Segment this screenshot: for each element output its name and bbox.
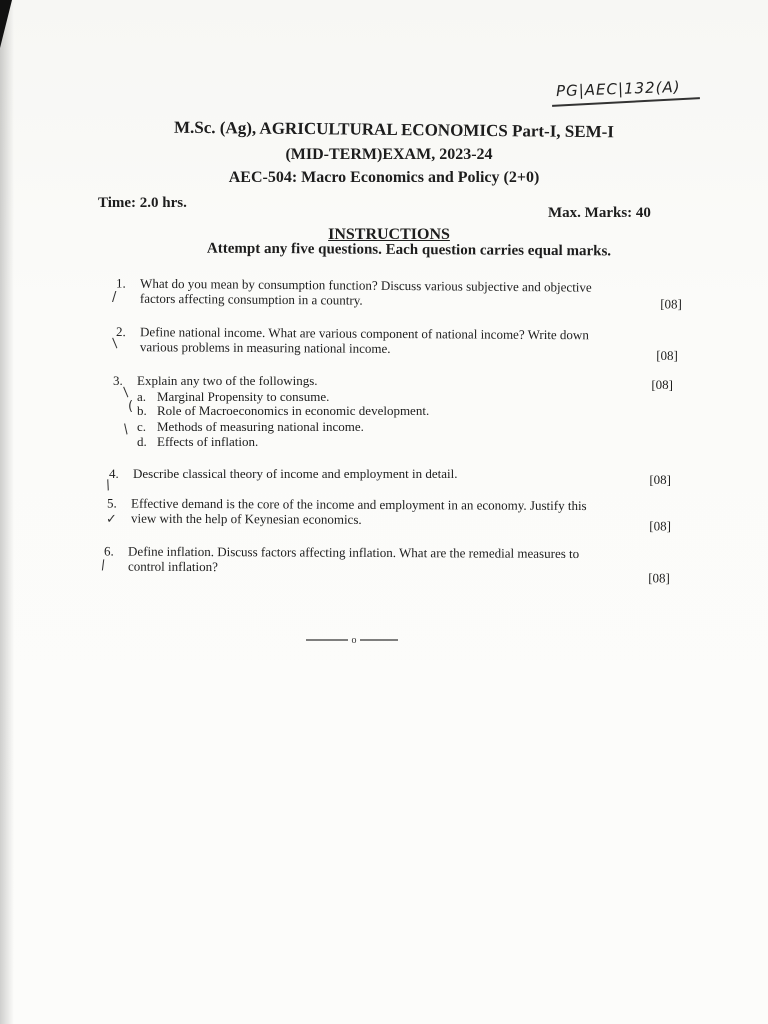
check-mark: ✓ — [106, 512, 117, 527]
question-number: 4. — [109, 466, 119, 481]
question-number: 1. — [116, 275, 126, 291]
max-marks: Max. Marks: 40 — [548, 205, 651, 221]
question-line: control inflation? — [127, 558, 218, 575]
sub-letter: d. — [137, 434, 147, 449]
instructions-title: INSTRUCTIONS — [328, 226, 450, 243]
question-6 — [104, 543, 670, 586]
sub-text: Methods of measuring national income. — [157, 419, 364, 434]
question-line: factors affecting consumption in a country. — [139, 290, 363, 308]
question-1 — [116, 276, 682, 315]
question-marks: [08] — [648, 570, 670, 586]
check-mark: / — [108, 336, 122, 351]
question-2 — [116, 324, 678, 362]
sub-letter: c. — [137, 419, 147, 434]
header-course: AEC-504: Macro Economics and Policy (2+0) — [228, 169, 540, 186]
question-number: 3. — [113, 373, 123, 388]
question-5 — [107, 496, 671, 533]
question-marks: [08] — [649, 518, 671, 534]
exam-time: Time: 2.0 hrs. — [98, 195, 187, 211]
question-line: view with the help of Keynesian economics. — [130, 510, 362, 527]
scan-corner — [0, 0, 12, 48]
question-number: 5. — [107, 495, 117, 511]
end-of-paper-mark — [306, 632, 398, 645]
sub-text: Marginal Propensity to consume. — [157, 389, 330, 404]
handwritten-code: PG|AEC|132(A) — [555, 77, 681, 101]
sub-letter: a. — [137, 389, 147, 404]
end-mark-glyph: o — [351, 635, 357, 645]
question-line: various problems in measuring national income. — [139, 339, 391, 356]
question-line: Effective demand is the core of the income and employment in an economy. Justify this — [131, 495, 587, 514]
sub-question-d — [137, 435, 537, 449]
question-number: 6. — [104, 543, 114, 559]
question-marks: [08] — [651, 377, 673, 392]
check-mark: / — [103, 477, 113, 494]
question-marks: [08] — [660, 296, 682, 312]
question-line: Define national income. What are various component of national income? Write down — [140, 324, 589, 343]
check-mark: / — [99, 557, 107, 574]
question-line: Explain any two of the followings. — [137, 373, 318, 388]
sub-letter: b. — [137, 403, 147, 418]
question-line: Describe classical theory of income and employment in detail. — [133, 466, 458, 481]
check-mark: / — [112, 290, 117, 305]
check-mark: / — [119, 385, 133, 400]
question-line: What do you mean by consumption function? Discuss various subjective and objective — [140, 275, 592, 295]
header-programme: M.Sc. (Ag), AGRICULTURAL ECONOMICS Part-I, SEM-I — [173, 117, 615, 142]
sub-text: Effects of inflation. — [157, 434, 259, 449]
sub-text: Role of Macroeconomics in economic development. — [157, 403, 430, 418]
check-mark: / — [120, 421, 132, 438]
question-marks: [08] — [649, 472, 671, 487]
sub-question-b — [137, 404, 557, 418]
instructions-text: Attempt any five questions. Each question carries equal marks. — [206, 240, 612, 260]
question-marks: [08] — [656, 347, 678, 363]
check-mark: ( — [128, 399, 134, 414]
question-number: 2. — [116, 324, 126, 340]
end-line-icon — [306, 635, 398, 645]
sub-question-a — [137, 390, 537, 404]
header-exam: (MID-TERM)EXAM, 2023-24 — [285, 146, 493, 163]
sub-question-c — [137, 420, 537, 434]
question-4 — [109, 466, 671, 487]
question-line: Define inflation. Discuss factors affecting inflation. What are the remedial measures to — [128, 543, 580, 562]
question-3 — [113, 373, 673, 392]
